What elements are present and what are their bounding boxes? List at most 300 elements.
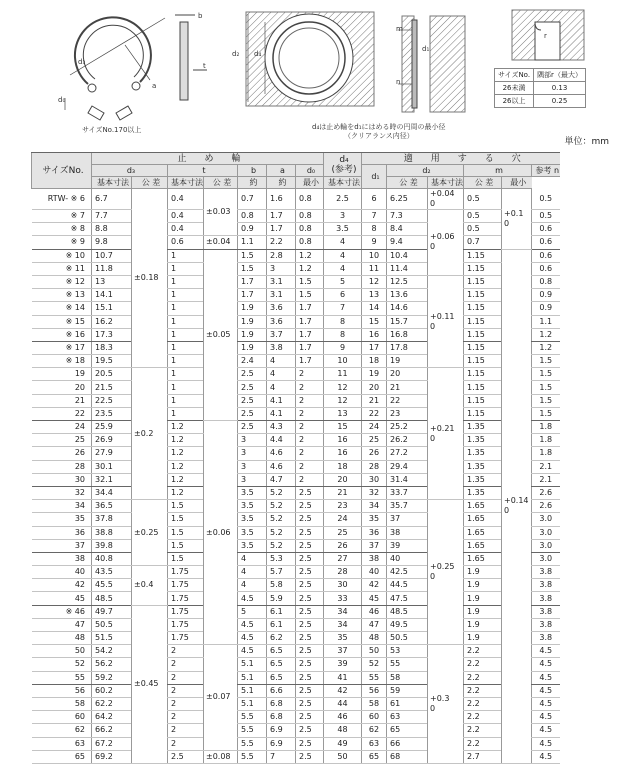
n-cell: 2.1 <box>532 460 560 473</box>
d0-cell: 1.2 <box>296 262 324 275</box>
m-cell: 1.9 <box>464 605 502 618</box>
a-cell: 1.7 <box>267 210 296 223</box>
b-cell: 4.5 <box>238 592 267 605</box>
table-row <box>32 289 560 302</box>
t-cell: 1.75 <box>168 592 204 605</box>
b-cell: 2.5 <box>238 421 267 434</box>
d0-cell: 2.5 <box>296 684 324 697</box>
b-cell: 5 <box>238 605 267 618</box>
d2-cell: 49.5 <box>387 618 428 631</box>
b-cell: 2.5 <box>238 407 267 420</box>
d3-cell: 34.4 <box>92 486 132 499</box>
d3-cell: 43.5 <box>92 566 132 579</box>
n-cell: 1.5 <box>532 355 560 368</box>
table-row <box>32 486 560 499</box>
t-cell: 2 <box>168 737 204 750</box>
size-no-cell: ※ 14 <box>32 302 92 315</box>
n-cell: 3.8 <box>532 566 560 579</box>
b-cell: 3.5 <box>238 486 267 499</box>
size-no-cell: 40 <box>32 566 92 579</box>
b-cell: 0.7 <box>238 189 267 210</box>
d1-cell: 45 <box>362 592 387 605</box>
header-m: m <box>464 165 532 177</box>
size-no-cell: 22 <box>32 407 92 420</box>
corner-table-cell: 26以上 <box>495 95 534 108</box>
d4-caption: d₄は止め輪をd₁にはめる時の円周の最小径 <box>312 123 446 131</box>
a-cell: 6.6 <box>267 684 296 697</box>
n-cell: 1.8 <box>532 434 560 447</box>
size-no-cell: 24 <box>32 421 92 434</box>
n-cell: 0.5 <box>532 210 560 223</box>
table-row <box>32 381 560 394</box>
b-cell: 1.5 <box>238 262 267 275</box>
corner-table-cell: 26未満 <box>495 82 534 95</box>
t-cell: 1 <box>168 275 204 288</box>
b-cell: 3 <box>238 473 267 486</box>
table-row <box>32 434 560 447</box>
m-cell: 1.15 <box>464 315 502 328</box>
d4-cell: 3.5 <box>324 223 362 236</box>
size-no-cell: 47 <box>32 618 92 631</box>
a-cell: 4.6 <box>267 460 296 473</box>
table-row <box>32 460 560 473</box>
table-row <box>32 275 560 288</box>
n-cell: 3.0 <box>532 552 560 565</box>
d0-cell: 2 <box>296 460 324 473</box>
m-cell: 1.65 <box>464 513 502 526</box>
d4-cell: 34 <box>324 605 362 618</box>
d3-cell: 67.2 <box>92 737 132 750</box>
d1-cell: 30 <box>362 473 387 486</box>
d3-tolerance: ±0.4 <box>132 566 168 606</box>
d1-cell: 19 <box>362 368 387 381</box>
m-cell: 1.15 <box>464 407 502 420</box>
size-no-cell: ※ 11 <box>32 262 92 275</box>
d2-cell: 10.4 <box>387 249 428 262</box>
d1-cell: 28 <box>362 460 387 473</box>
a-cell: 6.1 <box>267 605 296 618</box>
d3-cell: 27.9 <box>92 447 132 460</box>
header-d2: d₂ <box>387 165 464 177</box>
d0-cell: 0.8 <box>296 236 324 249</box>
d0-cell: 0.8 <box>296 223 324 236</box>
d1-cell: 38 <box>362 552 387 565</box>
size-no-cell: 58 <box>32 697 92 710</box>
n-cell: 1.5 <box>532 394 560 407</box>
a-cell: 2.8 <box>267 249 296 262</box>
m-cell: 0.5 <box>464 189 502 210</box>
m-cell: 1.35 <box>464 473 502 486</box>
d4-cell: 4 <box>324 236 362 249</box>
n-cell: 1.5 <box>532 407 560 420</box>
size-no-cell: 63 <box>32 737 92 750</box>
m-tolerance: +0.1 0 <box>502 189 532 250</box>
m-cell: 2.2 <box>464 697 502 710</box>
b-cell: 5.1 <box>238 684 267 697</box>
d1-cell: 18 <box>362 355 387 368</box>
table-row <box>32 315 560 328</box>
d3-cell: 39.8 <box>92 539 132 552</box>
size-no-cell: ※ 10 <box>32 249 92 262</box>
d4-cell: 13 <box>324 407 362 420</box>
m-cell: 1.9 <box>464 566 502 579</box>
d0-cell: 2 <box>296 394 324 407</box>
d4-cell: 26 <box>324 539 362 552</box>
d2-cell: 21 <box>387 381 428 394</box>
t-cell: 1.2 <box>168 486 204 499</box>
table-row <box>32 697 560 710</box>
d3-cell: 54.2 <box>92 645 132 658</box>
d4-cell: 8 <box>324 328 362 341</box>
d3-cell: 30.1 <box>92 460 132 473</box>
n-cell: 0.6 <box>532 223 560 236</box>
t-tolerance: ±0.06 <box>204 421 238 645</box>
t-cell: 1.5 <box>168 500 204 513</box>
d0-cell: 2.5 <box>296 697 324 710</box>
t-cell: 1.75 <box>168 632 204 645</box>
table-row <box>32 249 560 262</box>
d0-cell: 1.7 <box>296 355 324 368</box>
a-cell: 6.5 <box>267 645 296 658</box>
t-cell: 1.5 <box>168 513 204 526</box>
d3-cell: 40.8 <box>92 552 132 565</box>
n-cell: 0.6 <box>532 249 560 262</box>
label-n: n <box>396 78 401 86</box>
m-cell: 0.5 <box>464 210 502 223</box>
t-cell: 1.75 <box>168 566 204 579</box>
d3-cell: 62.2 <box>92 697 132 710</box>
m-cell: 1.15 <box>464 341 502 354</box>
label-m: m <box>396 25 403 33</box>
header-b: b <box>238 165 267 177</box>
b-cell: 1.9 <box>238 315 267 328</box>
d0-cell: 2 <box>296 381 324 394</box>
d4-caption-note: （クリアランス内径） <box>344 132 414 140</box>
d0-cell: 2.5 <box>296 605 324 618</box>
d0-cell: 2 <box>296 473 324 486</box>
d1-cell: 20 <box>362 381 387 394</box>
m-cell: 1.9 <box>464 632 502 645</box>
d2-cell: 37 <box>387 513 428 526</box>
table-row <box>32 421 560 434</box>
d2-tolerance: +0.06 0 <box>428 210 464 276</box>
ring-side-view <box>175 15 207 100</box>
table-row <box>32 189 560 210</box>
t-cell: 1.2 <box>168 473 204 486</box>
b-cell: 3.5 <box>238 526 267 539</box>
a-cell: 5.2 <box>267 526 296 539</box>
b-cell: 1.7 <box>238 275 267 288</box>
table-row <box>32 500 560 513</box>
d2-cell: 47.5 <box>387 592 428 605</box>
table-row <box>32 658 560 671</box>
a-cell: 6.9 <box>267 724 296 737</box>
d1-cell: 6 <box>362 189 387 210</box>
b-cell: 4 <box>238 552 267 565</box>
size-no-cell: ※ 8 <box>32 223 92 236</box>
d1-cell: 7 <box>362 210 387 223</box>
size-no-cell: 62 <box>32 724 92 737</box>
d2-cell: 19 <box>387 355 428 368</box>
size-no-cell: 52 <box>32 658 92 671</box>
a-cell: 6.9 <box>267 737 296 750</box>
label-d4: d₄ <box>254 50 262 58</box>
n-cell: 2.1 <box>532 473 560 486</box>
m-cell: 1.15 <box>464 394 502 407</box>
t-tolerance: ±0.04 <box>204 236 238 249</box>
a-cell: 7 <box>267 750 296 763</box>
corner-table-cell: 0.25 <box>534 95 586 108</box>
size-no-cell: 32 <box>32 486 92 499</box>
m-cell: 1.35 <box>464 460 502 473</box>
d3-cell: 51.5 <box>92 632 132 645</box>
table-row <box>32 539 560 552</box>
d0-cell: 2.5 <box>296 566 324 579</box>
a-cell: 3.1 <box>267 289 296 302</box>
n-cell: 3.8 <box>532 605 560 618</box>
d1-cell: 55 <box>362 671 387 684</box>
m-cell: 2.2 <box>464 671 502 684</box>
d4-cell: 24 <box>324 513 362 526</box>
d3-cell: 38.8 <box>92 526 132 539</box>
a-cell: 3.6 <box>267 302 296 315</box>
d3-cell: 56.2 <box>92 658 132 671</box>
n-cell: 1.2 <box>532 328 560 341</box>
d1-cell: 62 <box>362 724 387 737</box>
d4-cell: 49 <box>324 737 362 750</box>
t-cell: 1.5 <box>168 552 204 565</box>
d4-cell: 25 <box>324 526 362 539</box>
d3-cell: 20.5 <box>92 368 132 381</box>
b-cell: 3 <box>238 447 267 460</box>
n-cell: 4.5 <box>532 750 560 763</box>
m-cell: 1.15 <box>464 355 502 368</box>
table-row <box>32 750 560 763</box>
size-no-cell: 21 <box>32 394 92 407</box>
d3-cell: 48.5 <box>92 592 132 605</box>
b-cell: 0.8 <box>238 210 267 223</box>
m-cell: 1.65 <box>464 539 502 552</box>
a-cell: 4.3 <box>267 421 296 434</box>
header-d0: d₀ <box>296 165 324 177</box>
d1-cell: 21 <box>362 394 387 407</box>
table-row <box>32 618 560 631</box>
d4-cell: 35 <box>324 632 362 645</box>
t-cell: 2 <box>168 684 204 697</box>
a-cell: 5.2 <box>267 539 296 552</box>
b-cell: 0.9 <box>238 223 267 236</box>
d4-cell: 12 <box>324 394 362 407</box>
d2-cell: 55 <box>387 658 428 671</box>
header-a: a <box>267 165 296 177</box>
m-cell: 1.15 <box>464 289 502 302</box>
b-cell: 5.5 <box>238 750 267 763</box>
table-row <box>32 223 560 236</box>
d4-cell: 11 <box>324 368 362 381</box>
table-row <box>32 302 560 315</box>
a-cell: 4.1 <box>267 407 296 420</box>
size-no-cell: ※ 16 <box>32 328 92 341</box>
d1-cell: 37 <box>362 539 387 552</box>
size-no-cell: ※ 15 <box>32 315 92 328</box>
n-cell: 0.9 <box>532 289 560 302</box>
a-cell: 5.2 <box>267 486 296 499</box>
t-cell: 1.2 <box>168 447 204 460</box>
ring-drawing <box>65 17 165 120</box>
header-approx: 約 <box>238 177 267 189</box>
d4-cell: 42 <box>324 684 362 697</box>
d3-tolerance: ±0.18 <box>132 189 168 368</box>
d4-cell: 34 <box>324 618 362 631</box>
size-no-cell: ※ 13 <box>32 289 92 302</box>
n-cell: 3.8 <box>532 592 560 605</box>
m-cell: 1.9 <box>464 618 502 631</box>
n-cell: 1.2 <box>532 341 560 354</box>
n-cell: 1.1 <box>532 315 560 328</box>
d2-cell: 58 <box>387 671 428 684</box>
table-row <box>32 671 560 684</box>
a-cell: 3.6 <box>267 315 296 328</box>
d3-cell: 15.1 <box>92 302 132 315</box>
m-cell: 1.9 <box>464 592 502 605</box>
header-size-no: サイズNo. <box>32 153 92 189</box>
d3-cell: 16.2 <box>92 315 132 328</box>
d0-cell: 1.5 <box>296 275 324 288</box>
d0-cell: 2.5 <box>296 618 324 631</box>
d1-cell: 52 <box>362 658 387 671</box>
a-cell: 1.6 <box>267 189 296 210</box>
d2-cell: 40 <box>387 552 428 565</box>
d1-cell: 46 <box>362 605 387 618</box>
label-a: a <box>152 82 157 90</box>
d2-cell: 6.25 <box>387 189 428 210</box>
corner-table-header: サイズNo. <box>495 69 534 82</box>
n-cell: 0.6 <box>532 262 560 275</box>
d0-cell: 1.2 <box>296 249 324 262</box>
d3-cell: 64.2 <box>92 711 132 724</box>
d2-cell: 23 <box>387 407 428 420</box>
a-cell: 4 <box>267 368 296 381</box>
d1-cell: 48 <box>362 632 387 645</box>
m-cell: 2.2 <box>464 724 502 737</box>
n-cell: 3.8 <box>532 632 560 645</box>
b-cell: 1.5 <box>238 249 267 262</box>
n-cell: 3.0 <box>532 513 560 526</box>
m-cell: 2.2 <box>464 645 502 658</box>
t-cell: 1.2 <box>168 460 204 473</box>
d1-cell: 24 <box>362 421 387 434</box>
table-row <box>32 684 560 697</box>
d2-cell: 50.5 <box>387 632 428 645</box>
d0-cell: 0.8 <box>296 210 324 223</box>
n-cell: 4.5 <box>532 671 560 684</box>
b-cell: 2.4 <box>238 355 267 368</box>
d1-cell: 25 <box>362 434 387 447</box>
d1-cell: 47 <box>362 618 387 631</box>
header-d4: d₄ (参考) <box>324 153 362 177</box>
n-cell: 4.5 <box>532 645 560 658</box>
n-cell: 3.8 <box>532 579 560 592</box>
b-cell: 1.9 <box>238 341 267 354</box>
d4-cell: 28 <box>324 566 362 579</box>
header-t: t <box>168 165 238 177</box>
d1-cell: 34 <box>362 500 387 513</box>
d3-cell: 6.7 <box>92 189 132 210</box>
header-min: 最小 <box>296 177 324 189</box>
d4-cell: 10 <box>324 355 362 368</box>
n-cell: 4.5 <box>532 737 560 750</box>
t-cell: 1.75 <box>168 605 204 618</box>
n-cell: 3.0 <box>532 539 560 552</box>
header-tol: 公 差 <box>204 177 238 189</box>
d3-cell: 10.7 <box>92 249 132 262</box>
unit-label: 単位：mm <box>564 137 609 147</box>
b-cell: 4.5 <box>238 632 267 645</box>
d0-cell: 1.7 <box>296 302 324 315</box>
a-cell: 5.2 <box>267 513 296 526</box>
n-cell: 0.9 <box>532 302 560 315</box>
d2-cell: 27.2 <box>387 447 428 460</box>
size-no-cell: ※ 9 <box>32 236 92 249</box>
t-cell: 2 <box>168 724 204 737</box>
d4-cell: 5 <box>324 275 362 288</box>
t-cell: 1 <box>168 249 204 262</box>
d3-cell: 23.5 <box>92 407 132 420</box>
table-row <box>32 645 560 658</box>
a-cell: 3.8 <box>267 341 296 354</box>
m-cell: 1.15 <box>464 328 502 341</box>
d2-cell: 20 <box>387 368 428 381</box>
d0-cell: 2.5 <box>296 671 324 684</box>
t-cell: 2 <box>168 645 204 658</box>
d3-cell: 26.9 <box>92 434 132 447</box>
table-row <box>32 236 560 249</box>
d4-cell: 21 <box>324 486 362 499</box>
d1-cell: 9 <box>362 236 387 249</box>
d4-cell: 50 <box>324 750 362 763</box>
b-cell: 4.5 <box>238 618 267 631</box>
d0-cell: 2.5 <box>296 737 324 750</box>
b-cell: 5.5 <box>238 724 267 737</box>
table-row <box>32 513 560 526</box>
size-no-cell: 42 <box>32 579 92 592</box>
d2-cell: 7.3 <box>387 210 428 223</box>
a-cell: 2.2 <box>267 236 296 249</box>
t-cell: 0.4 <box>168 223 204 236</box>
a-cell: 4.4 <box>267 434 296 447</box>
size-no-cell: ※ 12 <box>32 275 92 288</box>
d2-cell: 16.8 <box>387 328 428 341</box>
corner-table-cell: 0.13 <box>534 82 586 95</box>
d4-cell: 12 <box>324 381 362 394</box>
a-cell: 4.1 <box>267 394 296 407</box>
n-cell: 3.8 <box>532 618 560 631</box>
d1-cell: 42 <box>362 579 387 592</box>
header-basic: 基本寸法 <box>324 177 362 189</box>
d1-cell: 56 <box>362 684 387 697</box>
header-ring: 止 め 輪 <box>92 153 324 165</box>
b-cell: 5.1 <box>238 697 267 710</box>
b-cell: 5.5 <box>238 737 267 750</box>
label-d2: d₂ <box>232 50 240 58</box>
d1-cell: 10 <box>362 249 387 262</box>
t-tolerance: ±0.05 <box>204 249 238 420</box>
a-cell: 3 <box>267 262 296 275</box>
d1-cell: 36 <box>362 526 387 539</box>
a-cell: 1.7 <box>267 223 296 236</box>
d1-cell: 13 <box>362 289 387 302</box>
d3-cell: 13 <box>92 275 132 288</box>
